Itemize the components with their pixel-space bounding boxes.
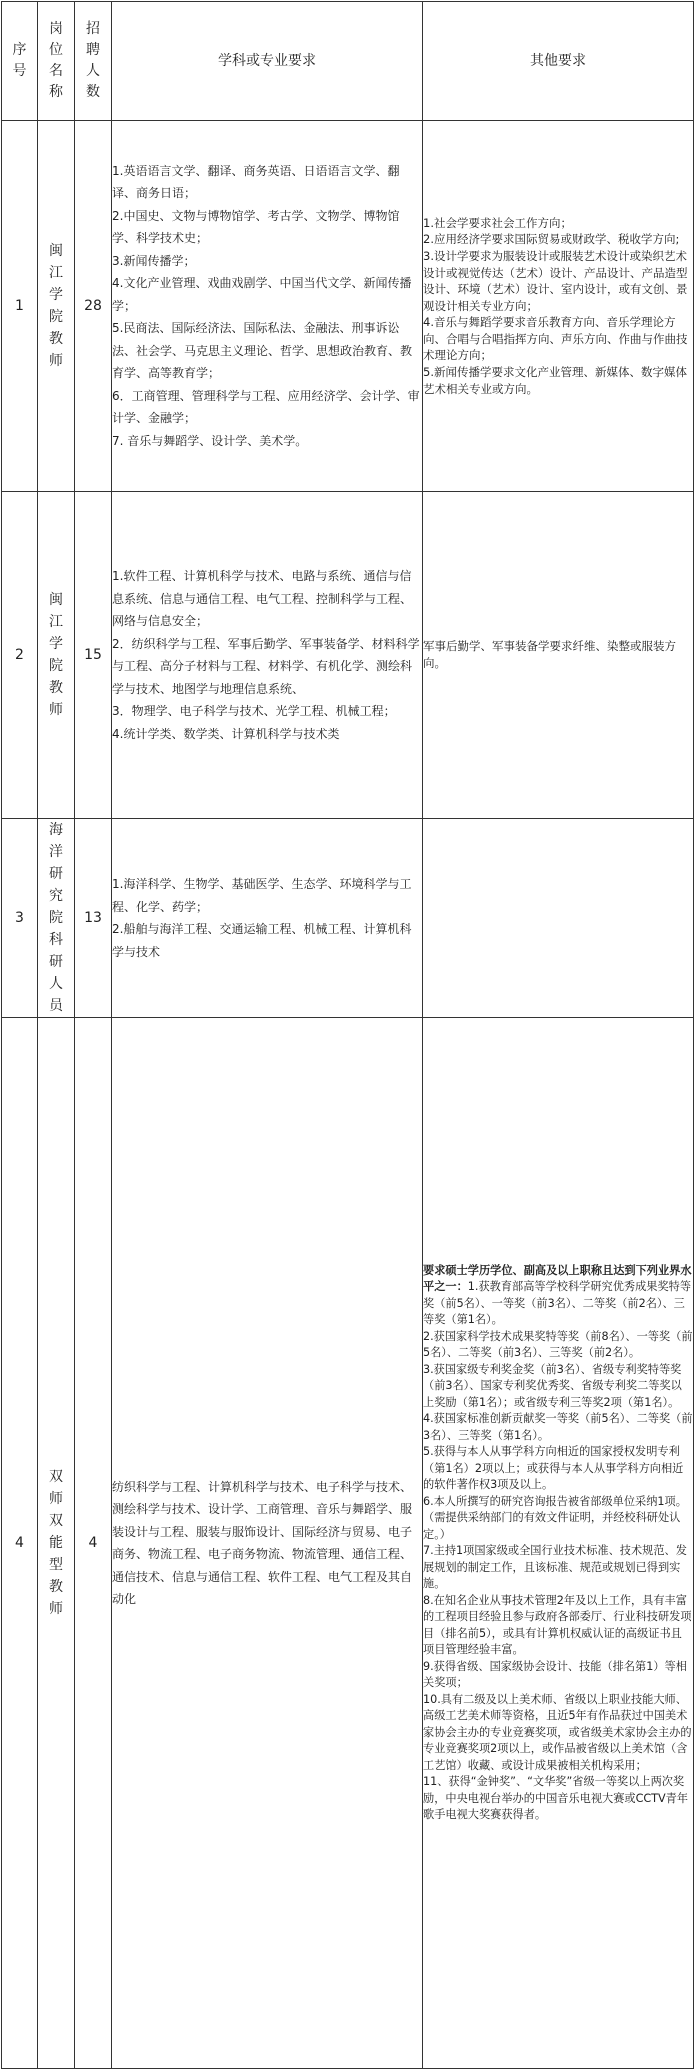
list-item: 2．纺织科学与工程、军事后勤学、军事装备学、材料科学与工程、高分子材料与工程、材料学、有机化学、测绘科学与技术、地图学与地理信息系统、: [112, 636, 420, 696]
header-other: 其他要求: [423, 2, 694, 121]
list-item: 2.应用经济学要求国际贸易或财政学、税收学方向;: [423, 232, 680, 247]
list-item: 3.设计学要求为服装设计或服装艺术设计或染织艺术设计或视觉传达（艺术）设计、产品设计、产品造型设计、环境（艺术）设计、室内设计，或有文创、景观设计相关专业方向；: [423, 248, 688, 313]
list-item: 1.软件工程、计算机科学与技术、电路与系统、通信与信息系统、信息与通信工程、电气工程、控制科学与工程、网络与信息安全；: [112, 569, 413, 628]
list-item: 6．工商管理、管理科学与工程、应用经济学、会计学、审计学、金融学；: [112, 388, 420, 426]
row-post: [38, 819, 75, 1018]
list-item: 3.获国家级专利奖金奖（前3名）、省级专利奖特等奖（前3名）、国家专利奖优秀奖、省级专利奖二等奖以上奖励（第1名）；或省级专利三等奖2项（第1名）。: [423, 1362, 682, 1409]
row-other: [423, 1018, 694, 2069]
row-other-items: [423, 1280, 693, 1824]
list-item: 1.海洋科学、生物学、基础医学、生态学、环境科学与工程、化学、药学；: [112, 877, 412, 914]
header-row: [2, 2, 694, 121]
row-count: 13: [75, 819, 112, 1018]
header-post: [38, 2, 75, 121]
list-item: 8.在知名企业从事技术管理2年及以上工作，具有丰富的工程项目经验且参与政府各部委厅、行业科技研发项目（排名前5），或具有计算机权威认证的高级证书且项目管理经验丰富。: [423, 1593, 692, 1656]
row-seq: 3: [2, 819, 38, 1018]
row-other: [423, 492, 694, 819]
list-item: 2.中国史、文物与博物馆学、考古学、文物学、博物馆学、科学技术史；: [112, 208, 400, 246]
list-item: 2.获国家科学技术成果奖特等奖（前8名）、一等奖（前5名）、二等奖（前3名）、三等奖（前2名）。: [423, 1329, 693, 1359]
table-row: [2, 1018, 694, 2069]
list-item: 4.统计学类、数学类、计算机科学与技术类: [112, 726, 340, 741]
row-major: [112, 121, 423, 492]
row-post: [38, 1018, 75, 2069]
row-seq: 4: [2, 1018, 38, 2069]
list-item: 3.新闻传播学；: [112, 253, 196, 268]
list-item: 9.获得省级、国家级协会设计、技能（排名第1）等相关奖项；: [423, 1659, 687, 1689]
list-item: 2.船舶与海洋工程、交通运输工程、机械工程、计算机科学与技术: [112, 922, 412, 959]
row-post-label: 双师双能型教师: [49, 1469, 63, 1617]
list-item: 11、获得“金钟奖”、“文华奖”省级一等奖以上两次奖励，中央电视台举办的中国音乐电视大赛或CCTV青年歌手电视大奖赛获得者。: [423, 1775, 689, 1821]
list-item: 5.民商法、国际经济法、国际私法、金融法、刑事诉讼法、社会学、马克思主义理论、哲学、思想政治教育、教育学、高等教育学；: [112, 321, 413, 381]
row-major: [112, 819, 423, 1018]
row-count: 15: [75, 492, 112, 819]
table-row: [2, 121, 694, 492]
row-major: [112, 492, 423, 819]
list-item: 1.英语语言文学、翻译、商务英语、日语语言文学、翻译、商务日语；: [112, 163, 400, 201]
header-count: [75, 2, 112, 121]
list-item: 4.音乐与舞蹈学要求音乐教育方向、音乐学理论方向、合唱与合唱指挥方向、声乐方向、作曲与作曲技术理论方向；: [423, 315, 688, 363]
list-item: 5.新闻传播学要求文化产业管理、新媒体、数字媒体艺术相关专业或方向。: [423, 365, 687, 396]
row-seq: 1: [2, 121, 38, 492]
row-count: 28: [75, 121, 112, 492]
row-other-lead: 要求硕士学历学位、副高及以上职称且达到下列业界水平之一：: [423, 1263, 692, 1293]
list-item: 7.主持1项国家级或全国行业技术标准、技术规范、发展规划的制定工作，且该标准、规范或规划已得到实施。: [423, 1544, 687, 1590]
list-item: 6.本人所撰写的研究咨询报告被省部级单位采纳1项。（需提供采纳部门的有效文件证明，并经校科研处认定。）: [423, 1494, 687, 1541]
row-post-label: 闽江学院教师: [49, 243, 63, 369]
header-seq: [2, 2, 38, 121]
row-other: [423, 121, 694, 492]
row-post-label: 海洋研究院科研人员: [49, 822, 63, 1014]
list-item: 1.获教育部高等学校科学研究优秀成果奖特等奖（前5名）、一等奖（前3名）、二等奖（前2名）、三等奖（第1名）。: [423, 1280, 692, 1326]
list-item: 1.社会学要求社会工作方向；: [423, 215, 572, 230]
row-other: [423, 819, 694, 1018]
header-major: 学科或专业要求: [112, 2, 423, 121]
list-item: 3．物理学、电子科学与技术、光学工程、机械工程；: [112, 704, 396, 718]
table-row: [2, 492, 694, 819]
list-item: 5.获得与本人从事学科方向相近的国家授权发明专利（第1名）2项以上；或获得与本人从事学科方向相近的软件著作权3项及以上。: [423, 1445, 684, 1491]
row-post: [38, 121, 75, 492]
header-count-label: 招聘人数: [86, 21, 100, 100]
list-item: 4.文化产业管理、戏曲戏剧学、中国当代文学、新闻传播学；: [112, 276, 412, 313]
recruitment-table: [1, 1, 694, 2069]
list-item: 纺织科学与工程、计算机科学与技术、电子科学与技术、测绘科学与技术、设计学、工商管理、音乐与舞蹈学、服装设计与工程、服装与服饰设计、国际经济与贸易、电子商务、物流工程、电子商务物流、物流管理、通信工程、通信技术、信息与通信工程、软件工程、电气工程及其自动化: [112, 1479, 413, 1606]
header-seq-label: 序号: [12, 42, 27, 79]
list-item: 军事后勤学、军事装备学要求纤维、染整或服装方向。: [423, 639, 676, 670]
row-post-label: 闽江学院教师: [49, 592, 63, 718]
list-item: 7. 音乐与舞蹈学、设计学、美术学。: [112, 433, 308, 448]
table-row: [2, 819, 694, 1018]
list-item: 10.具有二级及以上美术师、省级以上职业技能大师、高级工艺美术师等资格，且近5年有作品获过中国美术家协会主办的专业竞赛奖项，或省级美术家协会主办的专业竞赛奖项2项以上，或作品被省级以上美术馆（含工艺馆）收藏、或设计成果被相关机构采用；: [423, 1692, 692, 1772]
list-item: 4.获国家标准创新贡献奖一等奖（前5名）、二等奖（前3名）、三等奖（第1名）。: [423, 1412, 693, 1442]
row-count: 4: [75, 1018, 112, 2069]
header-post-label: 岗位名称: [49, 21, 63, 100]
row-seq: 2: [2, 492, 38, 819]
row-major: [112, 1018, 423, 2069]
row-post: [38, 492, 75, 819]
